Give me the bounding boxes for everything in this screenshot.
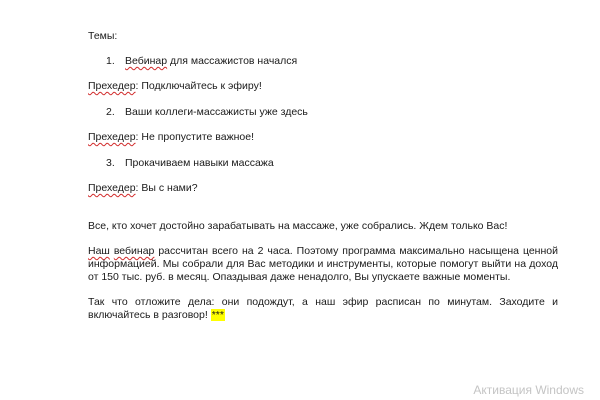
preheader-text: : Подключайтесь к эфиру! [135,80,262,92]
list-item-text [125,55,297,68]
list-number: 2. [106,106,115,118]
body-paragraph [88,245,558,284]
misspelled-word: вебинар [113,245,155,257]
preheader-label: Прехедер [88,80,136,92]
preheader-label: Прехедер [88,182,136,194]
list-item-text-rest: для массажистов начался [167,55,298,67]
list-item [88,106,558,119]
highlighted-asterisks: *** [211,309,224,321]
topics-label: Темы: [88,30,118,42]
misspelled-word: Наш [88,245,110,257]
misspelled-word: Вебинар [125,55,168,67]
preheader-line [88,182,558,195]
windows-activation-watermark: Активация Windows [473,383,584,397]
closing-paragraph [88,296,558,322]
list-number: 1. [106,55,115,67]
list-item [88,157,558,170]
body-paragraph-text: рассчитан всего на 2 часа. Поэтому программа максимально насыщена ценной информацией. Мы собрали для Вас методики и инструменты, которые помогут выйти на доход от 150 тыс. руб. в месяц. Опаздывая даже ненадолго, Вы упускаете важные моменты. [88,245,558,283]
list-item [88,55,558,68]
preheader-line [88,131,558,144]
intro-paragraph: Все, кто хочет достойно зарабатывать на массаже, уже собрались. Ждем только Вас! [88,220,508,232]
blank-lines [88,195,558,220]
list-number: 3. [106,157,115,169]
list-item-text: Прокачиваем навыки массажа [125,157,274,169]
document-body [88,30,558,322]
list-item-text: Ваши коллеги-массажисты уже здесь [125,106,308,118]
preheader-text: : Вы с нами? [135,182,198,194]
preheader-label: Прехедер [88,131,136,143]
preheader-line [88,80,558,93]
closing-paragraph-text: Так что отложите дела: они подождут, а наш эфир расписан по минутам. Заходите и включайтесь в разговор! [88,296,558,321]
preheader-text: : Не пропустите важное! [135,131,254,143]
